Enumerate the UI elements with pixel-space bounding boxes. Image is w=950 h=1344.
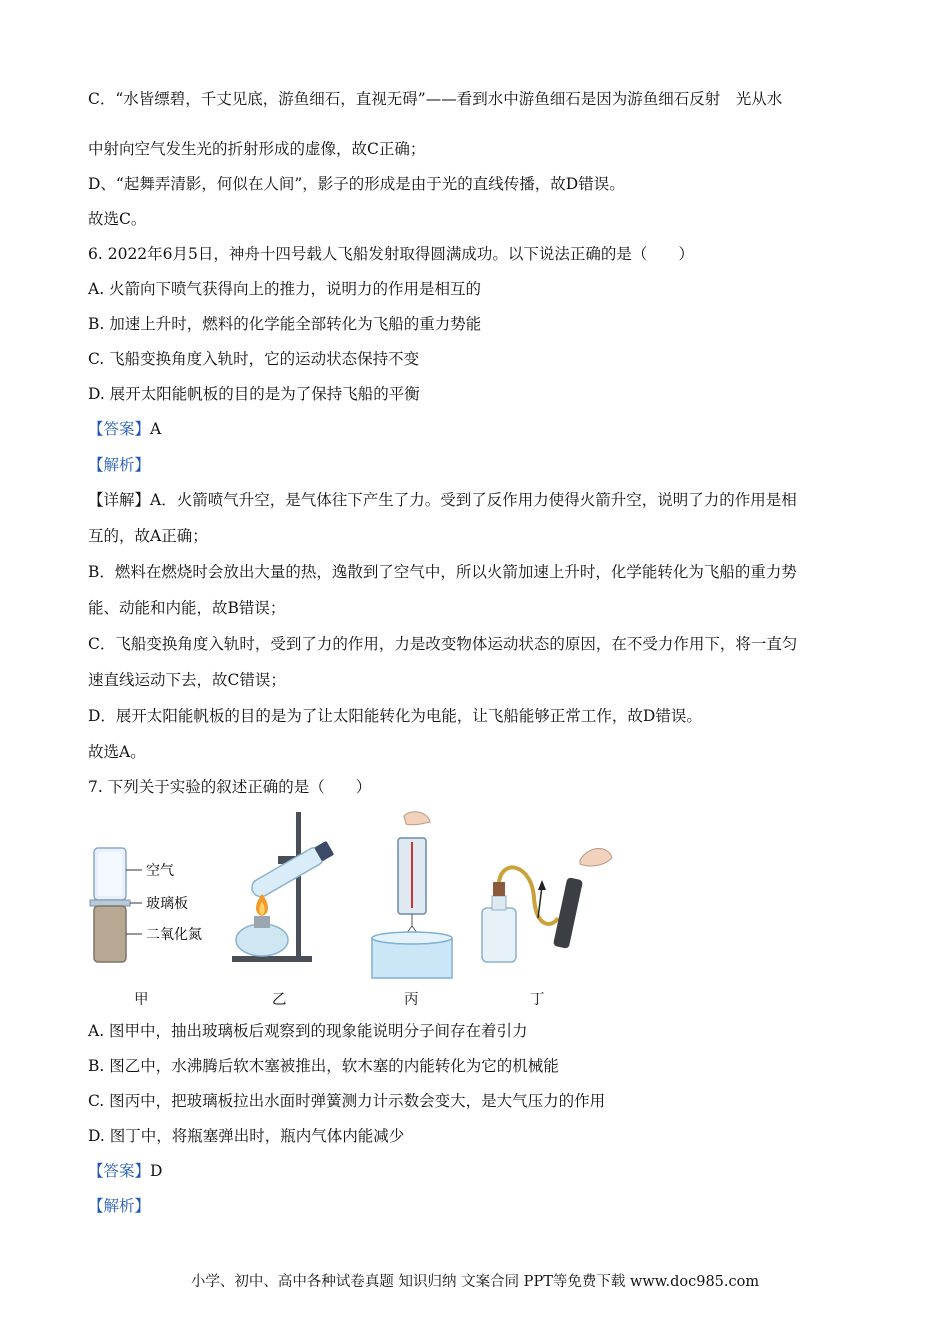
detail-tag: 【详解】 <box>88 491 151 509</box>
answer-line <box>88 419 161 439</box>
analysis-tag: 【解析】 <box>88 456 151 474</box>
text-line: 互的，故A正确； <box>88 527 208 545</box>
option-a: A. 图甲中，抽出玻璃板后观察到的现象能说明分子间存在着引力 <box>88 1022 528 1040</box>
detail-text: A．火箭喷气升空，是气体往下产生了力。受到了反作用力使得火箭升空，说明了力的作用是相 <box>150 491 797 509</box>
jar-diagram-jia <box>90 848 142 962</box>
analysis-tag: 【解析】 <box>88 1197 151 1215</box>
option-d: D. 图丁中，将瓶塞弹出时，瓶内气体内能减少 <box>88 1127 405 1145</box>
boiling-tube-diagram-yi <box>232 812 335 962</box>
pump-bottle-diagram-ding <box>482 848 612 962</box>
answer-tag: 【答案】 <box>88 1162 151 1180</box>
detail-line <box>88 490 797 510</box>
caption-bing: 丙 <box>404 992 419 1008</box>
option-b: B. 图乙中，水沸腾后软木塞被推出，软木塞的内能转化为它的机械能 <box>88 1057 559 1075</box>
question-7-stem: 7. 下列关于实验的叙述正确的是（ ） <box>88 778 372 796</box>
caption-jia: 甲 <box>134 992 149 1008</box>
text-line: C．飞船变换角度入轨时，受到了力的作用，力是改变物体运动状态的原因，在不受力作用下，将一直匀 <box>88 635 798 653</box>
analysis-line <box>88 455 150 475</box>
option-b: B. 加速上升时，燃料的化学能全部转化为飞船的重力势能 <box>88 315 482 333</box>
answer-tag: 【答案】 <box>88 420 151 438</box>
text-line: 故选C。 <box>88 210 147 228</box>
spring-scale-diagram-bing <box>372 812 452 978</box>
text-line: 速直线运动下去，故C错误； <box>88 671 286 689</box>
option-a: A. 火箭向下喷气获得向上的推力，说明力的作用是相互的 <box>88 280 482 298</box>
caption-ding: 丁 <box>530 992 545 1008</box>
option-c: C. 图丙中，把玻璃板拉出水面时弹簧测力计示数会变大，是大气压力的作用 <box>88 1092 606 1110</box>
text-line: 故选A。 <box>88 743 146 761</box>
text-line: 中射向空气发生光的折射形成的虚像，故C正确； <box>88 140 426 158</box>
label-air: 空气 <box>146 863 174 879</box>
text-line: 能、动能和内能，故B错误； <box>88 599 286 617</box>
option-d: D. 展开太阳能帆板的目的是为了保持飞船的平衡 <box>88 385 420 403</box>
question-6-stem: 6. 2022年6月5日，神舟十四号载人飞船发射取得圆满成功。以下说法正确的是（ ） <box>88 245 694 263</box>
caption-yi: 乙 <box>272 992 287 1008</box>
answer-value: A <box>150 420 162 438</box>
text-line: D、“起舞弄清影，何似在人间”，影子的形成是由于光的直线传播，故D错误。 <box>88 175 625 193</box>
text-line: C．“水皆缥碧，千丈见底，游鱼细石，直视无碍”——看到水中游鱼细石是因为游鱼细石反射 光从水 <box>88 90 783 108</box>
analysis-line <box>88 1196 150 1216</box>
answer-value: D <box>150 1162 163 1180</box>
experiment-illustrations <box>82 808 642 1008</box>
answer-line <box>88 1161 162 1181</box>
experiment-figure <box>82 808 642 1008</box>
text-line: B．燃料在燃烧时会放出大量的热，逸散到了空气中，所以火箭加速上升时，化学能转化为飞船的重力势 <box>88 563 797 581</box>
option-c: C. 飞船变换角度入轨时，它的运动状态保持不变 <box>88 350 420 368</box>
text-line: D．展开太阳能帆板的目的是为了让太阳能转化为电能，让飞船能够正常工作，故D错误。 <box>88 707 702 725</box>
page-footer: 小学、初中、高中各种试卷真题 知识归纳 文案合同 PPT等免费下载 www.doc985.com <box>190 1274 760 1290</box>
label-no2: 二氧化氮 <box>146 927 202 943</box>
label-glass-plate: 玻璃板 <box>146 896 188 912</box>
